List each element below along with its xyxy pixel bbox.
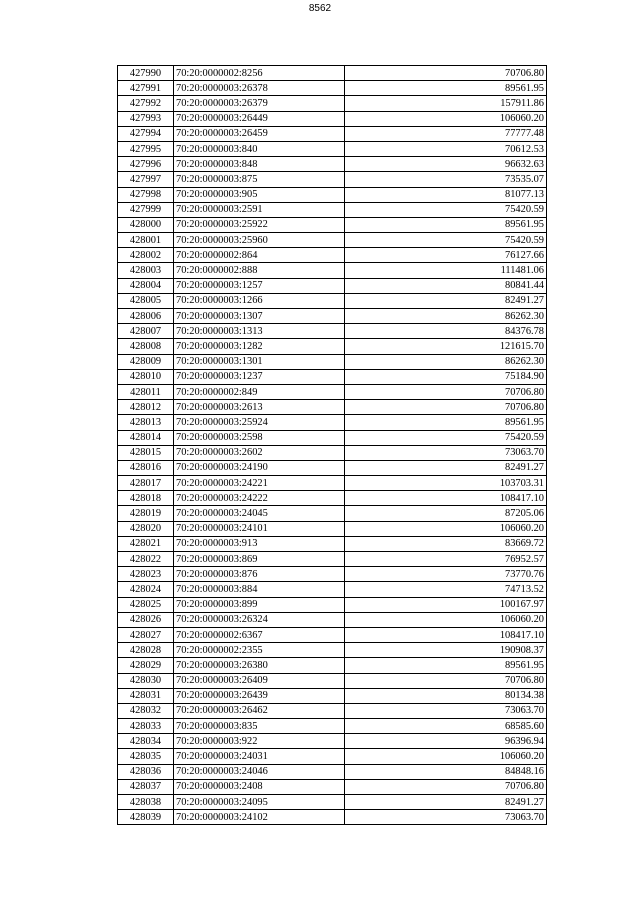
row-number-cell: 428013 — [118, 415, 174, 430]
value-cell: 86262.30 — [345, 354, 547, 369]
cadastral-number-cell: 70:20:0000003:913 — [174, 536, 345, 551]
value-cell: 106060.20 — [345, 612, 547, 627]
cadastral-value-table — [117, 65, 547, 825]
cadastral-number-cell: 70:20:0000003:26380 — [174, 658, 345, 673]
cadastral-number-cell: 70:20:0000003:26459 — [174, 126, 345, 141]
row-number-cell: 428026 — [118, 612, 174, 627]
cadastral-number-cell: 70:20:0000002:888 — [174, 263, 345, 278]
table-row — [118, 779, 547, 794]
value-cell: 77777.48 — [345, 126, 547, 141]
value-cell: 86262.30 — [345, 309, 547, 324]
cadastral-number-cell: 70:20:0000003:905 — [174, 187, 345, 202]
value-cell: 111481.06 — [345, 263, 547, 278]
cadastral-number-cell: 70:20:0000003:25960 — [174, 233, 345, 248]
cadastral-number-cell: 70:20:0000003:2408 — [174, 779, 345, 794]
value-cell: 82491.27 — [345, 795, 547, 810]
table-row — [118, 369, 547, 384]
value-cell: 68585.60 — [345, 719, 547, 734]
value-cell: 70612.53 — [345, 141, 547, 156]
cadastral-number-cell: 70:20:0000003:24095 — [174, 795, 345, 810]
row-number-cell: 428024 — [118, 582, 174, 597]
row-number-cell: 428007 — [118, 324, 174, 339]
table-row — [118, 324, 547, 339]
row-number-cell: 427990 — [118, 66, 174, 81]
table-row — [118, 400, 547, 415]
value-cell: 81077.13 — [345, 187, 547, 202]
value-cell: 70706.80 — [345, 384, 547, 399]
table-row — [118, 187, 547, 202]
cadastral-number-cell: 70:20:0000003:24046 — [174, 764, 345, 779]
value-cell: 76127.66 — [345, 248, 547, 263]
table-row — [118, 96, 547, 111]
value-cell: 96632.63 — [345, 157, 547, 172]
value-cell: 70706.80 — [345, 66, 547, 81]
value-cell: 108417.10 — [345, 627, 547, 642]
value-cell: 70706.80 — [345, 779, 547, 794]
value-cell: 82491.27 — [345, 460, 547, 475]
table-row — [118, 734, 547, 749]
value-cell: 83669.72 — [345, 536, 547, 551]
row-number-cell: 428028 — [118, 643, 174, 658]
row-number-cell: 427995 — [118, 141, 174, 156]
table-row — [118, 521, 547, 536]
value-cell: 80134.38 — [345, 688, 547, 703]
table-row — [118, 415, 547, 430]
row-number-cell: 428021 — [118, 536, 174, 551]
row-number-cell: 428005 — [118, 293, 174, 308]
cadastral-number-cell: 70:20:0000003:840 — [174, 141, 345, 156]
table-row — [118, 309, 547, 324]
row-number-cell: 428001 — [118, 233, 174, 248]
table-row — [118, 248, 547, 263]
value-cell: 73770.76 — [345, 567, 547, 582]
table-row — [118, 476, 547, 491]
cadastral-number-cell: 70:20:0000003:2591 — [174, 202, 345, 217]
row-number-cell: 428015 — [118, 445, 174, 460]
table-row — [118, 157, 547, 172]
value-cell: 73063.70 — [345, 703, 547, 718]
value-cell: 76952.57 — [345, 552, 547, 567]
table-row — [118, 263, 547, 278]
row-number-cell: 428018 — [118, 491, 174, 506]
value-cell: 75420.59 — [345, 430, 547, 445]
cadastral-number-cell: 70:20:0000003:1257 — [174, 278, 345, 293]
row-number-cell: 428025 — [118, 597, 174, 612]
cadastral-number-cell: 70:20:0000003:24221 — [174, 476, 345, 491]
cadastral-number-cell: 70:20:0000003:1313 — [174, 324, 345, 339]
cadastral-number-cell: 70:20:0000003:899 — [174, 597, 345, 612]
cadastral-number-cell: 70:20:0000003:1266 — [174, 293, 345, 308]
row-number-cell: 427991 — [118, 81, 174, 96]
value-cell: 106060.20 — [345, 749, 547, 764]
row-number-cell: 427998 — [118, 187, 174, 202]
value-cell: 100167.97 — [345, 597, 547, 612]
cadastral-number-cell: 70:20:0000003:24031 — [174, 749, 345, 764]
row-number-cell: 428035 — [118, 749, 174, 764]
row-number-cell: 427996 — [118, 157, 174, 172]
value-cell: 73063.70 — [345, 810, 547, 825]
row-number-cell: 428011 — [118, 384, 174, 399]
table-row — [118, 460, 547, 475]
value-cell: 121615.70 — [345, 339, 547, 354]
row-number-cell: 428027 — [118, 627, 174, 642]
value-cell: 80841.44 — [345, 278, 547, 293]
table-row — [118, 202, 547, 217]
cadastral-number-cell: 70:20:0000003:835 — [174, 719, 345, 734]
table-row — [118, 506, 547, 521]
cadastral-number-cell: 70:20:0000003:1282 — [174, 339, 345, 354]
row-number-cell: 428032 — [118, 703, 174, 718]
value-cell: 75184.90 — [345, 369, 547, 384]
row-number-cell: 428003 — [118, 263, 174, 278]
cadastral-number-cell: 70:20:0000003:2613 — [174, 400, 345, 415]
cadastral-number-cell: 70:20:0000002:6367 — [174, 627, 345, 642]
table-row — [118, 491, 547, 506]
row-number-cell: 428002 — [118, 248, 174, 263]
value-cell: 89561.95 — [345, 415, 547, 430]
table-row — [118, 567, 547, 582]
row-number-cell: 428008 — [118, 339, 174, 354]
cadastral-number-cell: 70:20:0000003:26324 — [174, 612, 345, 627]
row-number-cell: 428014 — [118, 430, 174, 445]
value-cell: 157911.86 — [345, 96, 547, 111]
cadastral-number-cell: 70:20:0000003:24190 — [174, 460, 345, 475]
row-number-cell: 427994 — [118, 126, 174, 141]
value-cell: 84848.16 — [345, 764, 547, 779]
value-cell: 89561.95 — [345, 658, 547, 673]
cadastral-number-cell: 70:20:0000003:2598 — [174, 430, 345, 445]
table-row — [118, 278, 547, 293]
table-row — [118, 111, 547, 126]
cadastral-number-cell: 70:20:0000003:24101 — [174, 521, 345, 536]
value-cell: 70706.80 — [345, 400, 547, 415]
cadastral-number-cell: 70:20:0000002:864 — [174, 248, 345, 263]
table-row — [118, 293, 547, 308]
table-row — [118, 810, 547, 825]
cadastral-number-cell: 70:20:0000002:8256 — [174, 66, 345, 81]
table-row — [118, 673, 547, 688]
row-number-cell: 428030 — [118, 673, 174, 688]
row-number-cell: 428010 — [118, 369, 174, 384]
table-row — [118, 445, 547, 460]
value-cell: 108417.10 — [345, 491, 547, 506]
table-row — [118, 795, 547, 810]
table-row — [118, 749, 547, 764]
cadastral-number-cell: 70:20:0000003:1307 — [174, 309, 345, 324]
cadastral-number-cell: 70:20:0000003:24045 — [174, 506, 345, 521]
table-row — [118, 141, 547, 156]
cadastral-number-cell: 70:20:0000003:2602 — [174, 445, 345, 460]
value-cell: 75420.59 — [345, 202, 547, 217]
cadastral-number-cell: 70:20:0000003:25922 — [174, 217, 345, 232]
table-row — [118, 536, 547, 551]
value-cell: 96396.94 — [345, 734, 547, 749]
row-number-cell: 428009 — [118, 354, 174, 369]
table-row — [118, 126, 547, 141]
row-number-cell: 428034 — [118, 734, 174, 749]
row-number-cell: 427992 — [118, 96, 174, 111]
row-number-cell: 428012 — [118, 400, 174, 415]
row-number-cell: 428020 — [118, 521, 174, 536]
value-cell: 89561.95 — [345, 217, 547, 232]
value-cell: 106060.20 — [345, 521, 547, 536]
table-row — [118, 703, 547, 718]
row-number-cell: 428023 — [118, 567, 174, 582]
table-row — [118, 217, 547, 232]
row-number-cell: 428033 — [118, 719, 174, 734]
row-number-cell: 427993 — [118, 111, 174, 126]
table-row — [118, 430, 547, 445]
row-number-cell: 428038 — [118, 795, 174, 810]
table-row — [118, 172, 547, 187]
cadastral-number-cell: 70:20:0000002:849 — [174, 384, 345, 399]
table-row — [118, 658, 547, 673]
table-row — [118, 552, 547, 567]
value-cell: 70706.80 — [345, 673, 547, 688]
table-row — [118, 233, 547, 248]
row-number-cell: 428017 — [118, 476, 174, 491]
value-cell: 82491.27 — [345, 293, 547, 308]
table-row — [118, 627, 547, 642]
row-number-cell: 428022 — [118, 552, 174, 567]
cadastral-number-cell: 70:20:0000003:922 — [174, 734, 345, 749]
cadastral-number-cell: 70:20:0000003:875 — [174, 172, 345, 187]
value-cell: 74713.52 — [345, 582, 547, 597]
cadastral-number-cell: 70:20:0000003:26409 — [174, 673, 345, 688]
cadastral-number-cell: 70:20:0000003:25924 — [174, 415, 345, 430]
cadastral-number-cell: 70:20:0000003:26378 — [174, 81, 345, 96]
cadastral-number-cell: 70:20:0000002:2355 — [174, 643, 345, 658]
row-number-cell: 428036 — [118, 764, 174, 779]
row-number-cell: 428029 — [118, 658, 174, 673]
row-number-cell: 428019 — [118, 506, 174, 521]
cadastral-number-cell: 70:20:0000003:869 — [174, 552, 345, 567]
row-number-cell: 428016 — [118, 460, 174, 475]
cadastral-number-cell: 70:20:0000003:848 — [174, 157, 345, 172]
cadastral-number-cell: 70:20:0000003:26462 — [174, 703, 345, 718]
table-row — [118, 582, 547, 597]
cadastral-number-cell: 70:20:0000003:26379 — [174, 96, 345, 111]
value-cell: 103703.31 — [345, 476, 547, 491]
table-row — [118, 81, 547, 96]
table-row — [118, 339, 547, 354]
value-cell: 87205.06 — [345, 506, 547, 521]
value-cell: 73535.07 — [345, 172, 547, 187]
cadastral-number-cell: 70:20:0000003:884 — [174, 582, 345, 597]
table-row — [118, 354, 547, 369]
row-number-cell: 428006 — [118, 309, 174, 324]
cadastral-number-cell: 70:20:0000003:24222 — [174, 491, 345, 506]
value-cell: 73063.70 — [345, 445, 547, 460]
row-number-cell: 428004 — [118, 278, 174, 293]
cadastral-number-cell: 70:20:0000003:26449 — [174, 111, 345, 126]
table-row — [118, 384, 547, 399]
row-number-cell: 428031 — [118, 688, 174, 703]
table-row — [118, 688, 547, 703]
table-row — [118, 643, 547, 658]
cadastral-number-cell: 70:20:0000003:26439 — [174, 688, 345, 703]
page-number: 8562 — [308, 3, 332, 14]
table-row — [118, 764, 547, 779]
table-row — [118, 66, 547, 81]
table-row — [118, 719, 547, 734]
cadastral-number-cell: 70:20:0000003:876 — [174, 567, 345, 582]
value-cell: 106060.20 — [345, 111, 547, 126]
value-cell: 75420.59 — [345, 233, 547, 248]
row-number-cell: 428037 — [118, 779, 174, 794]
cadastral-number-cell: 70:20:0000003:1301 — [174, 354, 345, 369]
table-body — [118, 66, 547, 825]
value-cell: 190908.37 — [345, 643, 547, 658]
row-number-cell: 427997 — [118, 172, 174, 187]
value-cell: 84376.78 — [345, 324, 547, 339]
table-row — [118, 612, 547, 627]
row-number-cell: 428000 — [118, 217, 174, 232]
cadastral-number-cell: 70:20:0000003:24102 — [174, 810, 345, 825]
row-number-cell: 427999 — [118, 202, 174, 217]
table-row — [118, 597, 547, 612]
row-number-cell: 428039 — [118, 810, 174, 825]
cadastral-number-cell: 70:20:0000003:1237 — [174, 369, 345, 384]
value-cell: 89561.95 — [345, 81, 547, 96]
